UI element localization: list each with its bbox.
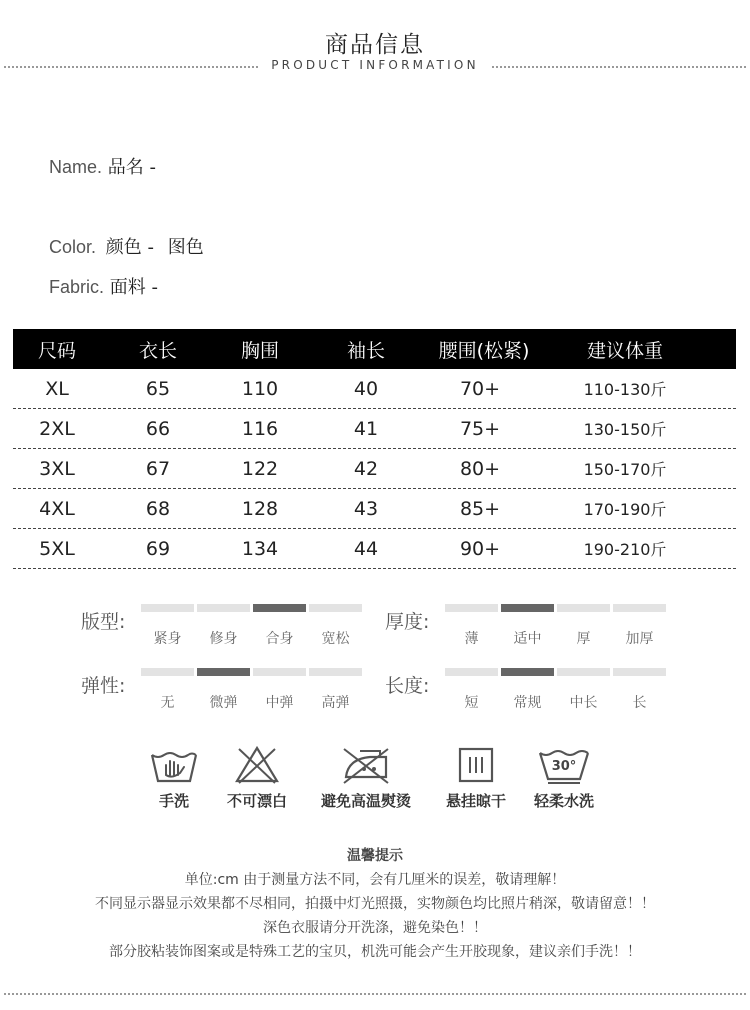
property-option-thickness-3: 加厚 [625,631,654,647]
property-bar-fit-2 [253,604,306,612]
property-bar-length-2 [557,668,610,676]
property-bar-thickness-1 [501,604,554,612]
cell-sleeve: 42 [353,457,379,480]
cell-waist: 75+ [459,417,501,440]
property-option-fit-1: 修身 [209,631,238,647]
cell-size: 5XL [39,537,75,560]
property-option-elasticity-3: 高弹 [321,695,350,711]
property-bar-fit-0 [141,604,194,612]
property-bar-elasticity-3 [309,668,362,676]
care-label-no-bleach: 不可漂白 [226,792,287,810]
cell-length: 65 [145,377,171,400]
property-bar-elasticity-0 [141,668,194,676]
tip-line-2: 不同显示器显示效果都不尽相同，拍摄中灯光照摄，实物颜色均比照片稍深，敬请留意！！ [95,896,655,912]
property-option-length-0: 短 [464,695,479,711]
care-label-hang-dry: 悬挂晾干 [445,792,506,810]
cell-sleeve: 40 [353,377,379,400]
page-subtitle: PRODUCT INFORMATION [258,58,492,72]
header-chest: 胸围 [240,339,280,362]
product-color-row [49,233,204,259]
property-bar-length-3 [613,668,666,676]
footer-divider [4,993,746,995]
cell-waist: 80+ [459,457,501,480]
property-bar-length-1 [501,668,554,676]
cell-sleeve: 41 [353,417,379,440]
property-bar-elasticity-1 [197,668,250,676]
care-label-gentle-wash: 轻柔水洗 [533,792,594,810]
property-label-thickness: 厚度: [385,611,430,633]
cell-weight: 110-130斤 [583,380,667,399]
name-label-cn: 品名 - [107,157,156,178]
property-option-fit-0: 紧身 [153,631,182,647]
property-bar-fit-3 [309,604,362,612]
size-table [13,329,736,569]
cell-weight: 130-150斤 [583,420,667,439]
hang-dry-icon [446,745,506,785]
property-option-thickness-1: 适中 [513,631,542,647]
cell-weight: 190-210斤 [583,540,667,559]
table-row [13,409,736,449]
product-name-row [49,153,156,179]
no-bleach-icon [227,745,287,785]
cell-size: XL [45,377,69,400]
cell-length: 66 [145,417,171,440]
cell-weight: 150-170斤 [583,460,667,479]
property-option-elasticity-2: 中弹 [265,695,294,711]
cell-sleeve: 43 [353,497,379,520]
cell-size: 3XL [39,457,75,480]
property-option-fit-2: 合身 [265,631,294,647]
property-bar-thickness-3 [613,604,666,612]
color-label-en: Color. [49,237,97,257]
size-table-header [13,329,736,369]
color-value: 图色 [167,237,204,258]
fabric-label-cn: 面料 - [109,277,158,298]
wash-temp-label: 30° [551,759,577,774]
property-bar-elasticity-2 [253,668,306,676]
header-length: 衣长 [138,339,178,362]
table-row [13,489,736,529]
cell-chest: 122 [241,457,279,480]
property-option-length-1: 常规 [513,695,542,711]
product-fabric-row [49,273,158,299]
property-label-elasticity: 弹性: [81,675,126,697]
cell-waist: 85+ [459,497,501,520]
tip-line-4: 部分胶粘装饰图案或是特殊工艺的宝贝，机洗可能会产生开胶现象，建议亲们手洗！！ [109,944,641,960]
fabric-label-en: Fabric. [49,277,105,297]
header-size: 尺码 [37,339,77,362]
cell-chest: 128 [241,497,279,520]
care-label-no-high-temp-iron: 避免高温熨烫 [320,792,411,810]
cell-waist: 70+ [459,377,501,400]
cell-size: 2XL [39,417,75,440]
property-option-elasticity-0: 无 [160,695,175,711]
property-bar-thickness-2 [557,604,610,612]
cell-size: 4XL [39,497,75,520]
no-high-temp-iron-icon [336,745,396,785]
cell-waist: 90+ [459,537,501,560]
property-label-fit: 版型: [81,611,126,633]
property-bar-thickness-0 [445,604,498,612]
property-bar-length-0 [445,668,498,676]
table-row [13,369,736,409]
property-option-length-2: 中长 [569,695,598,711]
hand-wash-icon [144,745,204,785]
cell-weight: 170-190斤 [583,500,667,519]
cell-chest: 116 [241,417,279,440]
page-title: 商品信息 [325,32,425,58]
property-option-thickness-2: 厚 [576,631,591,647]
cell-length: 69 [145,537,171,560]
name-label-en: Name. [49,157,103,177]
cell-sleeve: 44 [353,537,379,560]
tips-title: 温馨提示 [347,848,403,864]
cell-chest: 110 [241,377,279,400]
property-option-fit-3: 宽松 [321,631,350,647]
color-label-cn: 颜色 - [105,237,154,258]
header-weight: 建议体重 [586,339,664,362]
property-label-length: 长度: [385,675,430,697]
property-bar-fit-1 [197,604,250,612]
cell-chest: 134 [241,537,279,560]
cell-length: 68 [145,497,171,520]
tip-line-3: 深色衣服请分开洗涤，避免染色！！ [263,920,487,936]
table-row [13,529,736,569]
table-row [13,449,736,489]
cell-length: 67 [145,457,171,480]
property-option-elasticity-1: 微弹 [209,695,238,711]
header-waist: 腰围(松紧) [438,339,530,362]
care-label-hand-wash: 手洗 [158,792,189,810]
property-option-thickness-0: 薄 [464,631,479,647]
property-option-length-3: 长 [632,695,647,711]
tip-line-1: 单位:cm 由于测量方法不同，会有几厘米的误差，敬请理解！ [184,872,566,888]
header-sleeve: 袖长 [346,339,386,362]
